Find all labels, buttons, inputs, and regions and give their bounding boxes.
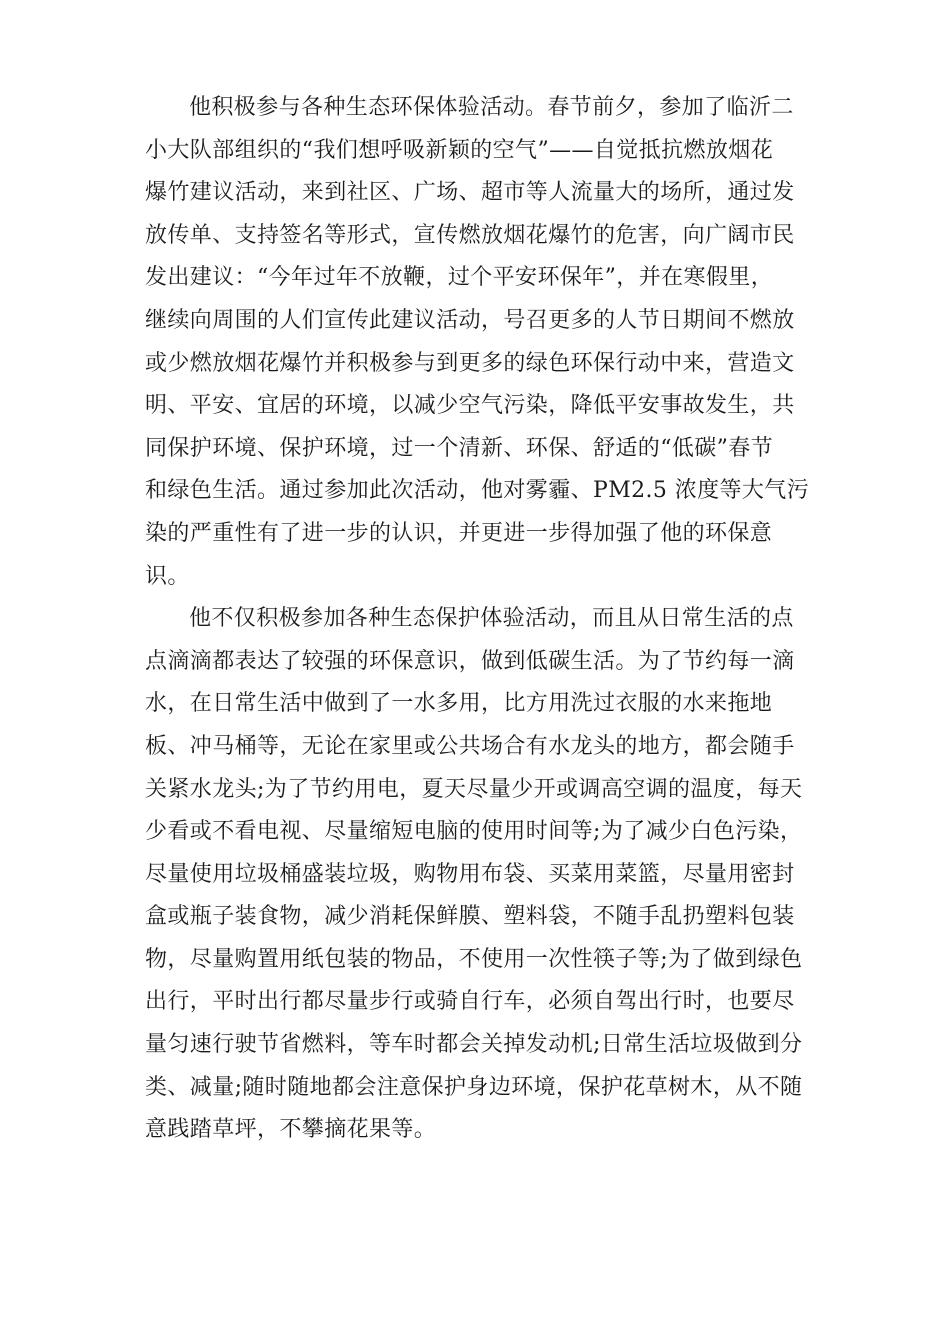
paragraph-line: 水，在日常生活中做到了一水多用，比方用洗过衣服的水来拖地 — [145, 691, 773, 717]
paragraph-line: 同保护环境、保护环境，过一个清新、环保、舒适的“低碳”春节 — [145, 435, 774, 461]
paragraph-line: 物，尽量购置用纸包装的物品，不使用一次性筷子等;为了做到绿色 — [145, 946, 803, 972]
paragraph-line: 小大队部组织的“我们想呼吸新颖的空气”——自觉抵抗燃放烟花 — [145, 137, 774, 163]
paragraph-line: 尽量使用垃圾桶盛装垃圾，购物用布袋、买菜用菜篮，尽量用密封 — [145, 861, 795, 887]
paragraph-line: 少看或不看电视、尽量缩短电脑的使用时间等;为了减少白色污染， — [145, 819, 803, 845]
paragraph-line: 类、减量;随时随地都会注意保护身边环境，保护花草树木，从不随 — [145, 1074, 803, 1100]
paragraph-line: 或少燃放烟花爆竹并积极参与到更多的绿色环保行动中来，营造文 — [145, 350, 795, 376]
paragraph-line: 继续向周围的人们宣传此建议活动，号召更多的人节日期间不燃放 — [145, 307, 795, 333]
paragraph-line: 爆竹建议活动，来到社区、广场、超市等人流量大的场所，通过发 — [145, 180, 795, 206]
paragraph-line: 他不仅积极参加各种生态保护体验活动，而且从日常生活的点 — [189, 606, 794, 632]
document-body — [145, 87, 810, 1152]
paragraph-line: 发出建议：“今年过年不放鞭，过个平安环保年”，并在寒假里， — [145, 265, 774, 291]
paragraph-daily-life — [145, 598, 810, 1152]
paragraph-line: 和绿色生活。通过参加此次活动，他对雾霾、PM2.5 浓度等大气污 — [145, 478, 810, 504]
paragraph-eco-activity — [145, 87, 810, 598]
paragraph-line: 关紧水龙头;为了节约用电，夏天尽量少开或调高空调的温度，每天 — [145, 776, 803, 802]
paragraph-line: 盒或瓶子装食物，减少消耗保鲜膜、塑料袋，不随手乱扔塑料包装 — [145, 904, 795, 930]
paragraph-line: 点滴滴都表达了较强的环保意识，做到低碳生活。为了节约每一滴 — [145, 648, 795, 674]
paragraph-line: 意践踏草坪，不攀摘花果等。 — [145, 1117, 437, 1143]
paragraph-line: 染的严重性有了进一步的认识，并更进一步得加强了他的环保意 — [145, 520, 773, 546]
paragraph-line: 板、冲马桶等，无论在家里或公共场合有水龙头的地方，都会随手 — [145, 733, 795, 759]
paragraph-line: 量匀速行驶节省燃料，等车时都会关掉发动机;日常生活垃圾做到分 — [145, 1032, 803, 1058]
paragraph-line: 放传单、支持签名等形式，宣传燃放烟花爆竹的危害，向广阔市民 — [145, 222, 795, 248]
paragraph-line: 出行，平时出行都尽量步行或骑自行车，必须自驾出行时，也要尽 — [145, 989, 795, 1015]
paragraph-line: 他积极参与各种生态环保体验活动。春节前夕，参加了临沂二 — [189, 95, 794, 120]
paragraph-line: 识。 — [145, 563, 190, 589]
paragraph-line: 明、平安、宜居的环境，以减少空气污染，降低平安事故发生，共 — [145, 393, 795, 419]
